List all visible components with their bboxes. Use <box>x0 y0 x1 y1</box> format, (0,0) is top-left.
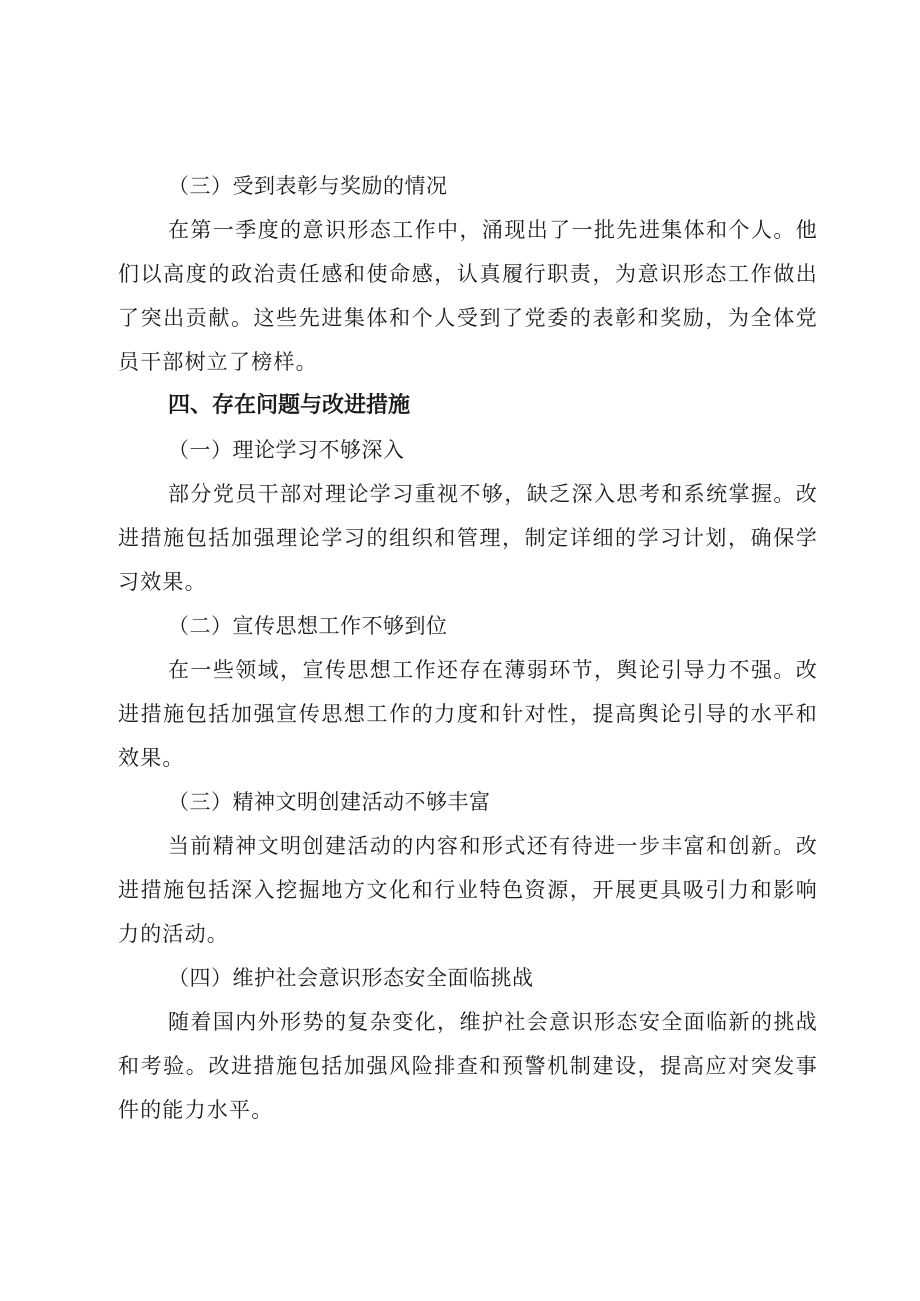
section-subheading-civilization: （三）精神文明创建活动不够丰富 <box>168 790 491 814</box>
paragraph-awards: 在第一季度的意识形态工作中，涌现出了一批先进集体和个人。他们以高度的政治责任感和使命感，认真履行职责，为意识形态工作做出了突出贡献。这些先进集体和个人受到了党委的表彰和奖励，为全体党员干部树立了榜样。 <box>118 218 818 374</box>
document-body <box>118 164 818 1132</box>
section-heading-problems: 四、存在问题与改进措施 <box>168 393 411 418</box>
section-subheading-theory: （一）理论学习不够深入 <box>168 438 405 462</box>
section-subheading-publicity: （二）宣传思想工作不够到位 <box>168 614 448 638</box>
paragraph-publicity: 在一些领域，宣传思想工作还存在薄弱环节，舆论引导力不强。改进措施包括加强宣传思想工作的力度和针对性，提高舆论引导的水平和效果。 <box>118 658 818 770</box>
paragraph-security: 随着国内外形势的复杂变化，维护社会意识形态安全面临新的挑战和考验。改进措施包括加强风险排查和预警机制建设，提高应对突发事件的能力水平。 <box>118 1010 818 1122</box>
section-subheading-security: （四）维护社会意识形态安全面临挑战 <box>168 966 534 990</box>
paragraph-theory: 部分党员干部对理论学习重视不够，缺乏深入思考和系统掌握。改进措施包括加强理论学习的组织和管理，制定详细的学习计划，确保学习效果。 <box>118 482 818 594</box>
section-subheading-awards: （三）受到表彰与奖励的情况 <box>168 174 448 198</box>
paragraph-civilization: 当前精神文明创建活动的内容和形式还有待进一步丰富和创新。改进措施包括深入挖掘地方文化和行业特色资源，开展更具吸引力和影响力的活动。 <box>118 834 818 946</box>
